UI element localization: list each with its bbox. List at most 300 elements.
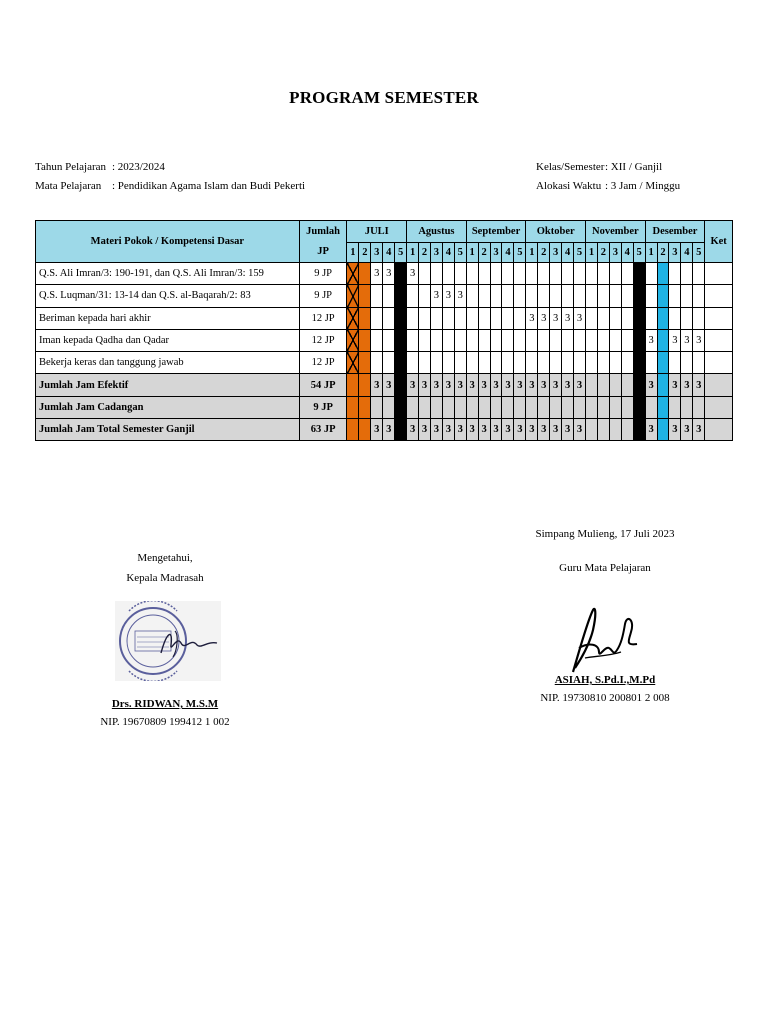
header-jumlah-jp: Jumlah JP: [299, 221, 347, 263]
week-cell: [693, 352, 705, 374]
week-cell: [621, 419, 633, 441]
week-cell: [514, 329, 526, 351]
week-cell: [466, 307, 478, 329]
principal-name: Drs. RIDWAN, M.S.M: [111, 698, 219, 710]
week-cell: [371, 307, 383, 329]
header-week: 5: [395, 243, 407, 263]
week-cell: 3: [454, 285, 466, 307]
week-cell: [586, 329, 598, 351]
week-cell: [669, 307, 681, 329]
week-cell: [490, 307, 502, 329]
jp-cell: 63 JP: [299, 419, 347, 441]
week-cell: [693, 285, 705, 307]
week-cell: [383, 307, 395, 329]
week-cell: [359, 285, 371, 307]
week-cell: [502, 329, 514, 351]
week-cell: [526, 352, 538, 374]
info-value: : 3 Jam / Minggu: [605, 180, 681, 192]
info-label: Tahun Pelajaran: [35, 161, 107, 173]
week-cell: [586, 374, 598, 396]
jp-cell: 9 JP: [299, 263, 347, 285]
week-cell: 3: [669, 329, 681, 351]
week-cell: 3: [490, 419, 502, 441]
week-cell: [514, 352, 526, 374]
week-cell: [395, 419, 407, 441]
week-cell: 3: [538, 307, 550, 329]
week-cell: [442, 329, 454, 351]
week-cell: [347, 307, 359, 329]
week-cell: 3: [371, 374, 383, 396]
week-cell: 3: [466, 374, 478, 396]
week-cell: 3: [693, 374, 705, 396]
table-row: [36, 419, 733, 441]
week-cell: [371, 285, 383, 307]
week-cell: 3: [562, 374, 574, 396]
header-week: 5: [454, 243, 466, 263]
header-week: 2: [657, 243, 669, 263]
header-ket: Ket: [705, 221, 733, 263]
week-cell: [454, 307, 466, 329]
week-cell: 3: [371, 263, 383, 285]
week-cell: [395, 285, 407, 307]
week-cell: [609, 396, 621, 418]
week-cell: [383, 329, 395, 351]
week-cell: [514, 285, 526, 307]
table-row: [36, 396, 733, 418]
week-cell: [490, 263, 502, 285]
ket-cell: [705, 263, 733, 285]
week-cell: [597, 285, 609, 307]
info-value: : 2023/2024: [112, 161, 165, 173]
header-week: 1: [347, 243, 359, 263]
week-cell: [693, 396, 705, 418]
week-cell: [562, 263, 574, 285]
jp-cell: 12 JP: [299, 307, 347, 329]
week-cell: [514, 307, 526, 329]
week-cell: 3: [526, 307, 538, 329]
week-cell: [454, 329, 466, 351]
week-cell: 3: [562, 419, 574, 441]
week-cell: [514, 263, 526, 285]
week-cell: [526, 329, 538, 351]
table-row: [36, 285, 733, 307]
week-cell: 3: [693, 419, 705, 441]
week-cell: [430, 329, 442, 351]
week-cell: [633, 374, 645, 396]
week-cell: [359, 374, 371, 396]
week-cell: 3: [645, 419, 657, 441]
materi-cell: Beriman kepada hari akhir: [36, 307, 300, 329]
week-cell: [359, 396, 371, 418]
week-cell: [502, 396, 514, 418]
week-cell: [645, 352, 657, 374]
week-cell: [633, 352, 645, 374]
week-cell: [454, 263, 466, 285]
principal-nip: NIP. 19670809 199412 1 002: [100, 716, 230, 728]
table-row: [36, 307, 733, 329]
week-cell: 3: [681, 329, 693, 351]
week-cell: [502, 263, 514, 285]
header-week: 3: [550, 243, 562, 263]
week-cell: [538, 263, 550, 285]
week-cell: [395, 374, 407, 396]
week-cell: [586, 352, 598, 374]
week-cell: [430, 396, 442, 418]
week-cell: [347, 263, 359, 285]
week-cell: [502, 352, 514, 374]
week-cell: [562, 285, 574, 307]
week-cell: [586, 396, 598, 418]
document-title: PROGRAM SEMESTER: [289, 88, 479, 107]
week-cell: [681, 307, 693, 329]
week-cell: 3: [478, 374, 490, 396]
week-cell: [347, 329, 359, 351]
header-week: 2: [359, 243, 371, 263]
week-cell: 3: [550, 374, 562, 396]
week-cell: [621, 263, 633, 285]
week-cell: [586, 307, 598, 329]
week-cell: [657, 263, 669, 285]
week-cell: [669, 263, 681, 285]
week-cell: [574, 263, 586, 285]
info-row-kelas: [536, 158, 680, 177]
week-cell: [478, 285, 490, 307]
header-week: 5: [514, 243, 526, 263]
materi-cell: Q.S. Luqman/31: 13-14 dan Q.S. al-Baqarah/2: 83: [36, 285, 300, 307]
week-cell: [621, 352, 633, 374]
week-cell: [597, 263, 609, 285]
header-week: 3: [609, 243, 621, 263]
week-cell: [407, 307, 419, 329]
jp-cell: 12 JP: [299, 352, 347, 374]
header-month: November: [586, 221, 646, 243]
info-label: Alokasi Waktu: [536, 180, 602, 192]
header-week: 4: [681, 243, 693, 263]
week-cell: [645, 263, 657, 285]
week-cell: [419, 352, 431, 374]
week-cell: 3: [430, 374, 442, 396]
teacher-role-label: Guru Mata Pelajaran: [559, 562, 651, 574]
week-cell: [597, 396, 609, 418]
week-cell: [597, 419, 609, 441]
week-cell: [347, 285, 359, 307]
week-cell: [621, 396, 633, 418]
jp-cell: 54 JP: [299, 374, 347, 396]
week-cell: 3: [407, 263, 419, 285]
week-cell: [597, 374, 609, 396]
handwritten-signature-icon: [565, 602, 645, 677]
week-cell: [430, 307, 442, 329]
header-week: 4: [502, 243, 514, 263]
week-cell: 3: [681, 419, 693, 441]
semester-program-table: [35, 220, 733, 441]
week-cell: [586, 263, 598, 285]
week-cell: 3: [645, 329, 657, 351]
materi-cell: Jumlah Jam Total Semester Ganjil: [36, 419, 300, 441]
week-cell: [621, 285, 633, 307]
week-cell: [442, 307, 454, 329]
info-value: : XII / Ganjil: [605, 161, 663, 173]
week-cell: [550, 285, 562, 307]
week-cell: 3: [442, 419, 454, 441]
week-cell: [550, 352, 562, 374]
week-cell: 3: [514, 419, 526, 441]
week-cell: [442, 352, 454, 374]
week-cell: [502, 285, 514, 307]
week-cell: [526, 396, 538, 418]
week-cell: [550, 263, 562, 285]
week-cell: [419, 396, 431, 418]
week-cell: [562, 329, 574, 351]
week-cell: [526, 263, 538, 285]
week-cell: 3: [407, 374, 419, 396]
week-cell: [621, 374, 633, 396]
week-cell: [478, 263, 490, 285]
header-week: 3: [669, 243, 681, 263]
ket-cell: [705, 419, 733, 441]
ket-cell: [705, 374, 733, 396]
week-cell: [514, 396, 526, 418]
week-cell: 3: [430, 419, 442, 441]
week-cell: [538, 285, 550, 307]
week-cell: [419, 329, 431, 351]
header-week: 4: [383, 243, 395, 263]
week-cell: [657, 419, 669, 441]
header-week: 1: [466, 243, 478, 263]
ket-cell: [705, 329, 733, 351]
week-cell: 3: [383, 374, 395, 396]
week-cell: [586, 285, 598, 307]
header-week: 2: [538, 243, 550, 263]
week-cell: [347, 396, 359, 418]
materi-cell: Bekerja keras dan tanggung jawab: [36, 352, 300, 374]
header-week: 5: [633, 243, 645, 263]
week-cell: [609, 374, 621, 396]
info-right: [536, 158, 680, 196]
header-month: Agustus: [407, 221, 467, 243]
week-cell: [538, 329, 550, 351]
week-cell: [538, 352, 550, 374]
week-cell: [430, 263, 442, 285]
week-cell: [574, 329, 586, 351]
materi-cell: Q.S. Ali Imran/3: 190-191, dan Q.S. Ali Imran/3: 159: [36, 263, 300, 285]
week-cell: [669, 285, 681, 307]
week-cell: [419, 307, 431, 329]
week-cell: [466, 263, 478, 285]
sign-acknowledge-label: Mengetahui,: [137, 552, 193, 564]
week-cell: [490, 329, 502, 351]
week-cell: [550, 396, 562, 418]
table-row: [36, 374, 733, 396]
week-cell: [645, 396, 657, 418]
week-cell: [478, 396, 490, 418]
week-cell: [359, 329, 371, 351]
jp-cell: 9 JP: [299, 285, 347, 307]
week-cell: 3: [574, 307, 586, 329]
week-cell: [609, 263, 621, 285]
week-cell: [466, 285, 478, 307]
header-week: 2: [419, 243, 431, 263]
ket-cell: [705, 307, 733, 329]
week-cell: [490, 396, 502, 418]
week-cell: [442, 396, 454, 418]
header-week: 4: [442, 243, 454, 263]
header-month: Oktober: [526, 221, 586, 243]
week-cell: [633, 396, 645, 418]
week-cell: [347, 352, 359, 374]
header-week: 3: [490, 243, 502, 263]
week-cell: [442, 263, 454, 285]
materi-cell: Jumlah Jam Cadangan: [36, 396, 300, 418]
materi-cell: Jumlah Jam Efektif: [36, 374, 300, 396]
week-cell: [526, 285, 538, 307]
jp-cell: 12 JP: [299, 329, 347, 351]
header-week: 2: [597, 243, 609, 263]
week-cell: [347, 374, 359, 396]
week-cell: [669, 396, 681, 418]
week-cell: 3: [407, 419, 419, 441]
week-cell: [407, 329, 419, 351]
week-cell: [681, 352, 693, 374]
week-cell: 3: [574, 374, 586, 396]
info-row-mapel: [35, 177, 305, 196]
week-cell: [693, 263, 705, 285]
week-cell: [466, 329, 478, 351]
stamp-and-signature-icon: [115, 601, 221, 681]
teacher-nip: NIP. 19730810 200801 2 008: [540, 692, 670, 704]
week-cell: 3: [574, 419, 586, 441]
week-cell: [586, 419, 598, 441]
header-week: 1: [526, 243, 538, 263]
week-cell: [574, 285, 586, 307]
week-cell: 3: [442, 374, 454, 396]
week-cell: [454, 352, 466, 374]
week-cell: [609, 419, 621, 441]
week-cell: [633, 419, 645, 441]
week-cell: [669, 352, 681, 374]
header-week: 2: [478, 243, 490, 263]
week-cell: [693, 307, 705, 329]
week-cell: 3: [669, 419, 681, 441]
week-cell: [454, 396, 466, 418]
header-week: 1: [586, 243, 598, 263]
week-cell: [681, 263, 693, 285]
week-cell: [478, 329, 490, 351]
info-value: : Pendidikan Agama Islam dan Budi Pekerti: [112, 180, 306, 192]
info-label: Kelas/Semester: [536, 161, 605, 173]
header-week: 3: [371, 243, 383, 263]
week-cell: [395, 396, 407, 418]
week-cell: 3: [419, 374, 431, 396]
info-row-tahun: [35, 158, 305, 177]
week-cell: [621, 307, 633, 329]
week-cell: [562, 396, 574, 418]
table-row: [36, 352, 733, 374]
week-cell: [359, 419, 371, 441]
header-month: JULI: [347, 221, 407, 243]
week-cell: [597, 329, 609, 351]
week-cell: [609, 285, 621, 307]
week-cell: 3: [550, 419, 562, 441]
week-cell: [359, 352, 371, 374]
week-cell: [359, 307, 371, 329]
week-cell: [645, 285, 657, 307]
week-cell: [657, 396, 669, 418]
week-cell: [347, 419, 359, 441]
materi-cell: Iman kepada Qadha dan Qadar: [36, 329, 300, 351]
header-month: Desember: [645, 221, 705, 243]
week-cell: [657, 329, 669, 351]
week-cell: [407, 285, 419, 307]
week-cell: [574, 396, 586, 418]
week-cell: [383, 285, 395, 307]
week-cell: [633, 263, 645, 285]
header-week: 4: [621, 243, 633, 263]
week-cell: 3: [466, 419, 478, 441]
week-cell: [621, 329, 633, 351]
week-cell: [371, 329, 383, 351]
week-cell: [407, 396, 419, 418]
week-cell: 3: [430, 285, 442, 307]
info-left: [35, 158, 305, 196]
week-cell: [645, 307, 657, 329]
week-cell: [574, 352, 586, 374]
week-cell: 3: [502, 419, 514, 441]
week-cell: [430, 352, 442, 374]
week-cell: [407, 352, 419, 374]
week-cell: [395, 352, 407, 374]
week-cell: [490, 352, 502, 374]
week-cell: [395, 263, 407, 285]
week-cell: [657, 285, 669, 307]
ket-cell: [705, 352, 733, 374]
jp-cell: 9 JP: [299, 396, 347, 418]
week-cell: 3: [681, 374, 693, 396]
week-cell: [538, 396, 550, 418]
week-cell: 3: [538, 374, 550, 396]
week-cell: 3: [669, 374, 681, 396]
week-cell: [419, 263, 431, 285]
week-cell: 3: [454, 419, 466, 441]
week-cell: [657, 374, 669, 396]
week-cell: 3: [514, 374, 526, 396]
week-cell: 3: [693, 329, 705, 351]
header-week: 4: [562, 243, 574, 263]
week-cell: [395, 329, 407, 351]
week-cell: 3: [526, 374, 538, 396]
week-cell: [562, 352, 574, 374]
official-stamp-image: [115, 601, 221, 681]
week-cell: [502, 307, 514, 329]
week-cell: [657, 307, 669, 329]
week-cell: [466, 396, 478, 418]
week-cell: [371, 396, 383, 418]
week-cell: [597, 352, 609, 374]
header-week: 5: [693, 243, 705, 263]
week-cell: 3: [383, 263, 395, 285]
week-cell: [383, 352, 395, 374]
week-cell: [609, 352, 621, 374]
table-row: [36, 263, 733, 285]
week-cell: [395, 307, 407, 329]
week-cell: [466, 352, 478, 374]
week-cell: 3: [419, 419, 431, 441]
week-cell: [419, 285, 431, 307]
info-label: Mata Pelajaran: [35, 180, 102, 192]
week-cell: 3: [645, 374, 657, 396]
table-row: [36, 329, 733, 351]
sign-role-label: Kepala Madrasah: [126, 572, 204, 584]
